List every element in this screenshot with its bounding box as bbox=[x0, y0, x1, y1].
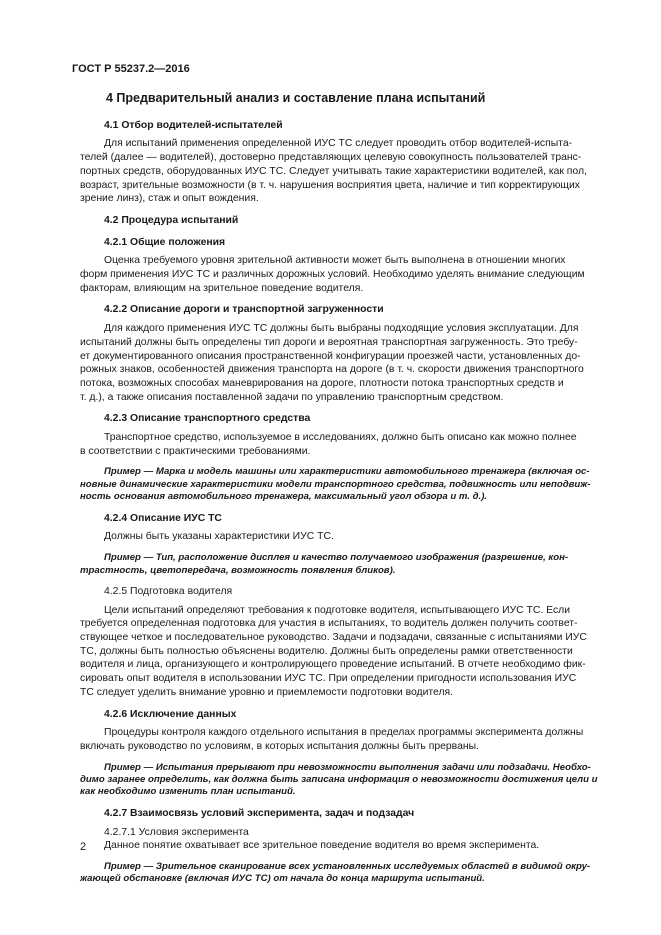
text-line: Должны быть указаны характеристики ИУС ТС. bbox=[104, 531, 334, 543]
text-line: испытаний должны быть определены тип дороги и вероятная транспортная загруженность. Это требу- bbox=[80, 336, 578, 348]
text-line: Цели испытаний определяют требования к подготовке водителя, испытывающего ИУС ТС. Если bbox=[104, 604, 571, 616]
text-line: Транспортное средство, используемое в исследованиях, должно быть описано как можно полнее bbox=[104, 432, 577, 444]
paragraph-4-2-6 bbox=[80, 726, 615, 753]
example-line: жающей обстановке (включая ИУС ТС) от начала до конца маршрута испытаний. bbox=[80, 873, 485, 885]
example-line: новные динамические характеристики модели транспортного средства, подвижность или неподвиж- bbox=[80, 478, 591, 490]
section-title: 4 Предварительный анализ и составление плана испытаний bbox=[106, 91, 486, 105]
text-line: ет документированного описания пространственной конфигурации проезжей части, установленных до- bbox=[80, 350, 581, 362]
subheading-4-2-7-1: 4.2.7.1 Условия эксперимента bbox=[104, 826, 249, 838]
paragraph-4-2-7 bbox=[80, 839, 615, 853]
example-4-2-3 bbox=[80, 466, 615, 503]
heading-4-2-2: 4.2.2 Описание дороги и транспортной загруженности bbox=[104, 304, 384, 316]
example-line: Пример — Зрительное сканирование всех установленных исследуемых областей в видимой окру- bbox=[104, 860, 591, 872]
text-line: Данное понятие охватывает все зрительное поведение водителя во время эксперимента. bbox=[104, 840, 540, 852]
text-line: потока, возможных способах маневрирования на дороге, плотности потока транспортных средств и bbox=[80, 377, 564, 389]
example-line: ность основания автомобильного тренажера, максимальный угол обзора и т. д.). bbox=[80, 491, 488, 503]
text-line: зрение линз), стаж и опыт вождения. bbox=[80, 193, 259, 205]
example-line: димо заранее определить, как должна быть записана информация о невозможности достижения цели и bbox=[80, 774, 598, 786]
text-line: Оценка требуемого уровня зрительной активности может быть выполнена в отношении многих bbox=[104, 255, 566, 267]
text-line: ствующее четкое и последовательное руководство. Задачи и подзадачи, связанные с испытаниями ИУС bbox=[80, 632, 587, 644]
heading-4-2-7: 4.2.7 Взаимосвязь условий эксперимента, задач и подзадач bbox=[104, 807, 415, 819]
text-line: включать руководство по условиям, в которых испытания должны быть прерваны. bbox=[80, 740, 479, 752]
example-4-2-7 bbox=[80, 861, 615, 886]
text-line: водителя и лица, организующего и контролирующего проведение испытаний. В отчете необходимо фик- bbox=[80, 659, 586, 671]
paragraph-4-2-3 bbox=[80, 431, 615, 458]
text-line: факторам, влияющим на зрительное поведение водителя. bbox=[80, 282, 364, 294]
text-line: рожных знаков, особенностей движения транспорта на дороге (в т. ч. скорости движения транспортного bbox=[80, 364, 584, 376]
paragraph-4-2-5 bbox=[80, 604, 615, 700]
page-number: 2 bbox=[80, 841, 87, 853]
heading-4-2-1: 4.2.1 Общие положения bbox=[104, 236, 226, 248]
heading-4-2-6: 4.2.6 Исключение данных bbox=[104, 708, 237, 720]
text-line: Для испытаний применения определенной ИУС ТС следует проводить отбор водителей-испыта- bbox=[104, 138, 573, 150]
example-line: Пример — Марка и модель машины или характеристики автомобильного тренажера (включая ос- bbox=[104, 466, 590, 478]
example-line: трастность, цветопередача, возможность появления бликов). bbox=[80, 564, 396, 576]
heading-4-2: 4.2 Процедура испытаний bbox=[104, 214, 239, 226]
heading-4-2-4: 4.2.4 Описание ИУС ТС bbox=[104, 512, 222, 524]
text-line: Для каждого применения ИУС ТС должны быть выбраны подходящие условия эксплуатации. Для bbox=[104, 323, 579, 335]
text-line: портных средств, оборудованных ИУС ТС. Следует учитывать такие характеристики водителей, как пол, bbox=[80, 165, 587, 177]
paragraph-4-2-2 bbox=[80, 322, 615, 404]
text-line: в соответствии с практическими требованиями. bbox=[80, 445, 311, 457]
document-body bbox=[80, 92, 615, 886]
text-line: сировать опыт водителя в использовании ИУС ТС. При определении пригодности использования ИУС bbox=[80, 673, 577, 685]
heading-4-2-5: 4.2.5 Подготовка водителя bbox=[104, 585, 233, 597]
text-line: форм применения ИУС ТС и различных дорожных условий. Необходимо уделять внимание следующим bbox=[80, 269, 585, 281]
paragraph-4-2-1 bbox=[80, 254, 615, 295]
text-line: т. д.), а также описания поставленной задачи по управлению транспортным средством. bbox=[80, 391, 504, 403]
paragraph-4-1 bbox=[80, 137, 615, 206]
text-line: телей (далее — водителей), достоверно представляющих целевую совокупность пользователей транс- bbox=[80, 152, 582, 164]
page-header: ГОСТ Р 55237.2—2016 bbox=[72, 63, 190, 75]
example-line: Пример — Испытания прерывают при невозможности выполнения задачи или подзадачи. Необхо- bbox=[104, 761, 591, 773]
example-line: как необходимо изменить план испытаний. bbox=[80, 786, 296, 798]
example-line: Пример — Тип, расположение дисплея и качество получаемого изображения (разрешение, кон- bbox=[104, 552, 569, 564]
heading-4-1: 4.1 Отбор водителей-испытателей bbox=[104, 119, 283, 131]
example-4-2-6 bbox=[80, 762, 615, 799]
paragraph-4-2-4 bbox=[80, 530, 615, 544]
text-line: требуется определенная подготовка для участия в испытаниях, то водитель должен получить соответ- bbox=[80, 618, 578, 630]
heading-4-2-3: 4.2.3 Описание транспортного средства bbox=[104, 413, 311, 425]
text-line: ТС, должны быть полностью объяснены водителю. Должны быть определены рамки ответственности bbox=[80, 645, 573, 657]
example-4-2-4 bbox=[80, 552, 615, 577]
text-line: Процедуры контроля каждого отдельного испытания в пределах программы эксперимента должны bbox=[104, 727, 584, 739]
text-line: возраст, зрительные возможности (в т. ч. нарушения восприятия цвета, наличие и тип корректирующих bbox=[80, 179, 580, 191]
text-line: ТС следует уделить внимание уровню и приемлемости подготовки водителя. bbox=[80, 686, 454, 698]
